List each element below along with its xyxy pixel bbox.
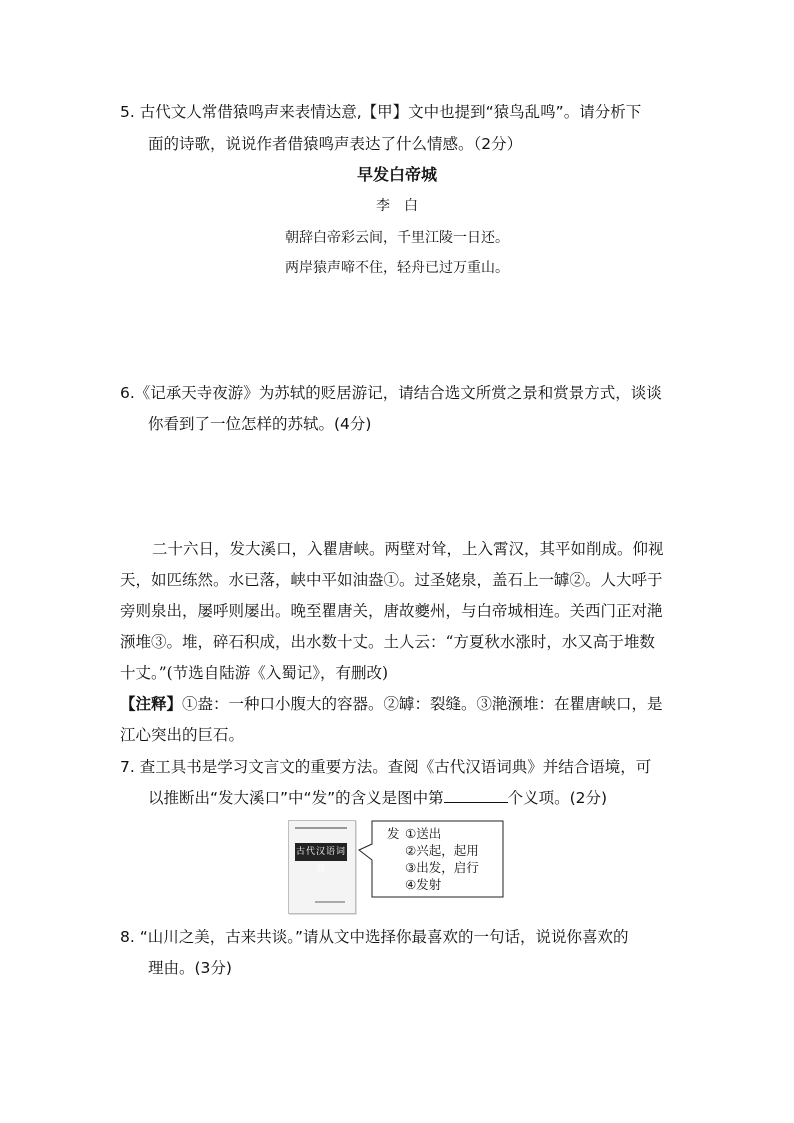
dictionary-entry-char: 发 xyxy=(387,826,400,841)
dictionary-sense-2: ②兴起，起用 xyxy=(405,843,479,858)
q7-line-2-suffix: 个义项。(2分) xyxy=(507,789,608,807)
notes-line-2: 江心突出的巨石。 xyxy=(120,726,245,744)
q5-line-1: 5. 古代文人常借猿鸣声来表情达意,【甲】文中也提到“猿鸟乱鸣”。请分析下 xyxy=(120,103,642,121)
poem-author: 李 白 xyxy=(376,198,418,214)
poem-line-2: 两岸猿声啼不住，轻舟已过万重山。 xyxy=(285,260,509,276)
q5-line-2: 面的诗歌，说说作者借猿鸣声表达了什么情感。（2分） xyxy=(148,135,523,153)
notes-line-1 xyxy=(120,693,663,715)
q6-line-1: 6.《记承天寺夜游》为苏轼的贬居游记，请结合选文所赏之景和赏景方式，谈谈 xyxy=(120,384,662,402)
passage-line-3: 旁则泉出，屡呼则屡出。晚至瞿唐关，唐故夔州，与白帝城相连。关西门正对滟 xyxy=(120,602,663,620)
q7-line-2-prefix: 以推断出“发大溪口”中“发”的含义是图中第 xyxy=(148,789,444,807)
notes-text-1: ①盎：一种口小腹大的容器。②罅：裂缝。③滟滪堆：在瞿唐峡口，是 xyxy=(182,695,663,713)
poem-title: 早发白帝城 xyxy=(356,165,437,184)
poem-line-1: 朝辞白帝彩云间，千里江陵一日还。 xyxy=(285,230,509,246)
dictionary-sense-1: ①送出 xyxy=(405,826,442,841)
q8-line-2: 理由。(3分) xyxy=(148,959,232,977)
dictionary-callout xyxy=(358,820,504,898)
passage-line-2: 天，如匹练然。水已落，峡中平如油盎①。过圣姥泉，盖石上一罅②。人大呼于 xyxy=(120,571,663,589)
book-bottom-rule xyxy=(315,901,345,903)
passage-line-1: 二十六日，发大溪口，入瞿唐峡。两壁对耸，上入霄汉，其平如削成。仰视 xyxy=(152,540,664,558)
q6-line-2: 你看到了一位怎样的苏轼。(4分) xyxy=(148,415,372,433)
q8-line-1: 8. “山川之美，古来共谈。”请从文中选择你最喜欢的一句话，说说你喜欢的 xyxy=(120,928,629,946)
dictionary-sense-4: ④发射 xyxy=(405,877,442,892)
book-title-band: 古代汉语词典 xyxy=(295,843,347,861)
book-top-rule xyxy=(295,827,347,829)
q7-line-2 xyxy=(148,787,607,809)
q7-line-1: 7. 查工具书是学习文言文的重要方法。查阅《古代汉语词典》并结合语境，可 xyxy=(120,758,652,776)
passage-line-4: 滪堆③。堆，碎石积成，出水数十丈。土人云：“方夏秋水涨时，水又高于堆数 xyxy=(120,633,655,651)
q7-answer-blank[interactable] xyxy=(444,788,508,803)
passage-line-5: 十丈。”(节选自陆游《入蜀记》，有删改) xyxy=(120,664,389,682)
dictionary-sense-3: ③出发，启行 xyxy=(405,860,479,875)
notes-label: 【注释】 xyxy=(120,695,183,713)
dictionary-book-image xyxy=(288,820,356,914)
